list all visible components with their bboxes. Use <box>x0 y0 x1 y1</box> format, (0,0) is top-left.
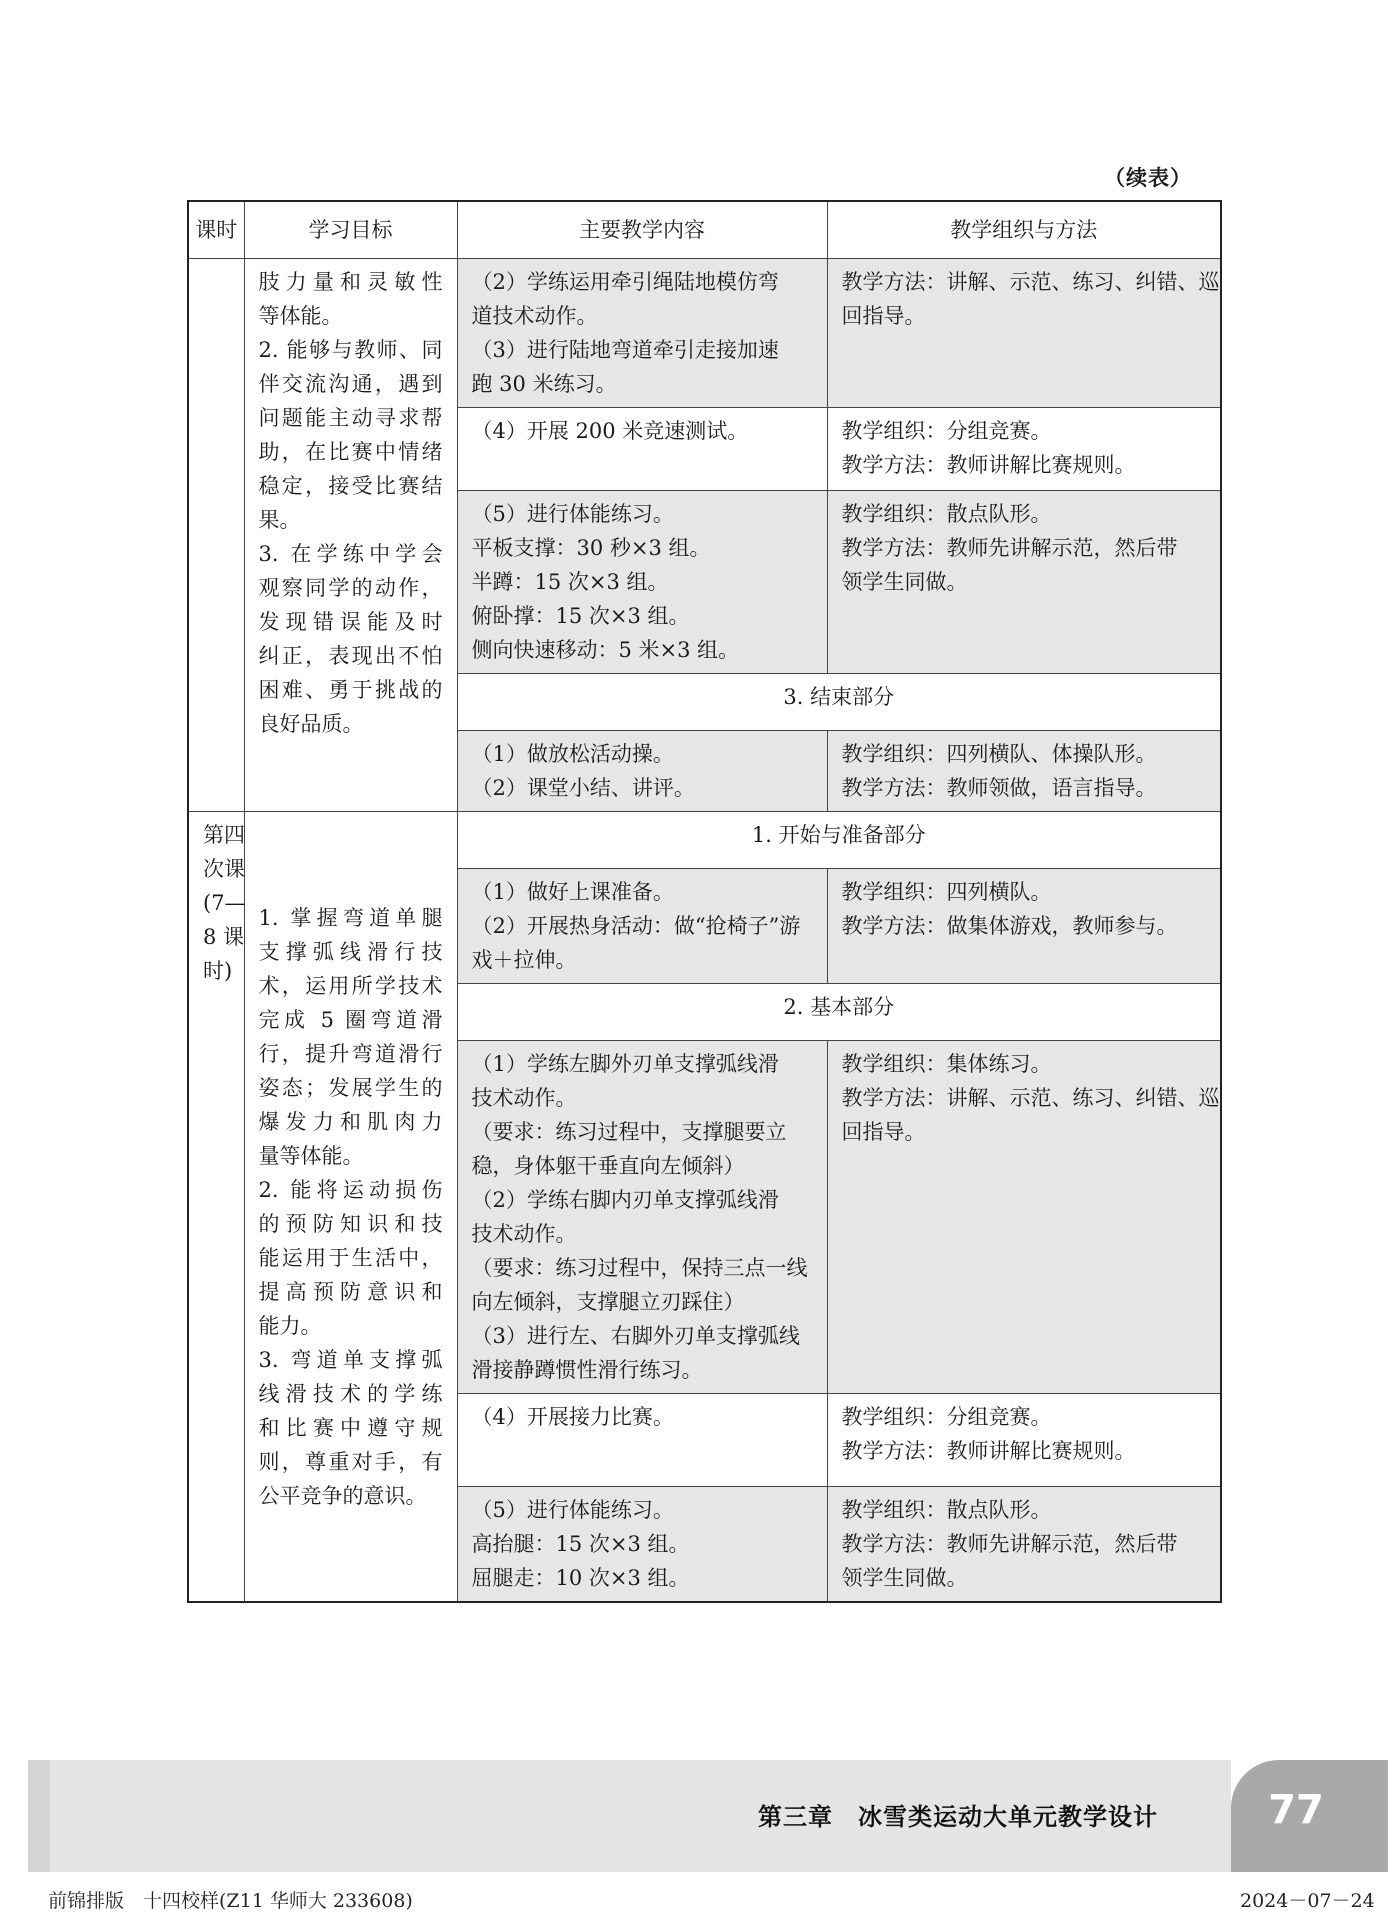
page-number: 77 <box>1268 1787 1324 1833</box>
text-line: 3. 在学练中学会 <box>258 542 443 566</box>
text-line: （要求：练习过程中，保持三点一线 <box>471 1256 808 1280</box>
text-line: (7— <box>203 891 246 915</box>
text-line: 困难、勇于挑战的 <box>258 678 443 702</box>
block2-method-cell <box>827 1394 1221 1487</box>
text-line: 回指导。 <box>841 1120 926 1144</box>
block1-content-cell <box>457 731 827 812</box>
text-line: 教学组织：集体练习。 <box>841 1052 1052 1076</box>
text-line: （要求：练习过程中，支撑腿要立 <box>471 1120 787 1144</box>
text-line: （4）开展 200 米竞速测试。 <box>471 419 749 443</box>
text-line: 术，运用所学技术 <box>258 973 443 998</box>
text-line: 俯卧撑：15 次×3 组。 <box>471 604 690 628</box>
text-line: （1）学练左脚外刃单支撑弧线滑 <box>471 1052 779 1076</box>
text-line: 公平竞争的意识。 <box>258 1483 427 1508</box>
text-line: 教学方法：教师先讲解示范，然后带 <box>841 1532 1178 1556</box>
text-line: 行，提升弯道滑行 <box>258 1041 443 1066</box>
text-line: 教学组织：分组竞赛。 <box>841 1405 1052 1429</box>
text-line: 等体能。 <box>258 304 343 328</box>
block2-content-cell <box>457 1487 827 1603</box>
text-line: 教学方法：教师讲解比赛规则。 <box>841 1439 1136 1463</box>
text-line: 时) <box>203 959 233 983</box>
text-line: 教学方法：讲解、示范、练习、纠错、巡 <box>841 1086 1220 1110</box>
text-line: 问题能主动寻求帮 <box>258 406 443 430</box>
block2-content-cell <box>457 869 827 984</box>
header-goals: 学习目标 <box>244 201 457 259</box>
text-line: 教学组织：四列横队。 <box>841 880 1052 904</box>
block1-period-cell <box>188 259 244 812</box>
block2-goals-cell <box>244 812 457 1603</box>
text-line: 滑接静蹲惯性滑行练习。 <box>471 1358 703 1382</box>
text-line: 完成 5 圈弯道滑 <box>258 1007 443 1032</box>
text-line: 跑 30 米练习。 <box>471 372 617 396</box>
text-line: 线滑技术的学练 <box>258 1381 443 1406</box>
text-line: 领学生同做。 <box>841 1566 968 1590</box>
table-header-row <box>188 201 1221 259</box>
continuation-label: （续表） <box>1104 166 1192 190</box>
text-line: 教学方法：教师讲解比赛规则。 <box>841 453 1136 477</box>
text-line: 技术动作。 <box>471 1222 577 1246</box>
text-line: 助，在比赛中情绪 <box>258 440 443 464</box>
footer-stripe <box>28 1760 50 1872</box>
header-method: 教学组织与方法 <box>827 201 1221 259</box>
text-line: 技术动作。 <box>471 1086 577 1110</box>
text-line: 8 课 <box>203 925 245 949</box>
text-line: 肢力量和灵敏性 <box>258 270 443 294</box>
text-line: 2. 能够与教师、同 <box>258 338 443 362</box>
text-line: （2）课堂小结、讲评。 <box>471 776 695 800</box>
section-row <box>188 812 1221 869</box>
text-line: 教学组织：四列横队、体操队形。 <box>841 742 1157 766</box>
block2-content-cell <box>457 1394 827 1487</box>
text-line: 回指导。 <box>841 304 926 328</box>
block1-content-cell <box>457 408 827 491</box>
block2-method-cell <box>827 1487 1221 1603</box>
text-line: 姿态；发展学生的 <box>258 1075 443 1100</box>
text-line: 能运用于生活中， <box>258 1245 443 1270</box>
block1-method-cell <box>827 259 1221 408</box>
chapter-title: 第三章 冰雪类运动大单元教学设计 <box>758 1803 1158 1831</box>
text-line: （2）学练右脚内刃单支撑弧线滑 <box>471 1188 779 1212</box>
text-line: 和比赛中遵守规 <box>258 1415 443 1440</box>
text-line: 爆发力和肌肉力 <box>258 1109 443 1134</box>
text-line: （5）进行体能练习。 <box>471 1498 674 1522</box>
print-date: 2024－07－24 <box>1240 1890 1375 1912</box>
text-line: 纠正，表现出不怕 <box>258 644 443 668</box>
text-line: 观察同学的动作， <box>258 576 443 600</box>
text-line: 教学方法：教师先讲解示范，然后带 <box>841 536 1178 560</box>
text-line: 教学方法：做集体游戏，教师参与。 <box>841 914 1178 938</box>
text-line: 高抬腿：15 次×3 组。 <box>471 1532 690 1556</box>
block2-method-cell <box>827 1041 1221 1394</box>
text-line: 半蹲：15 次×3 组。 <box>471 570 669 594</box>
header-period: 课时 <box>188 201 244 259</box>
text-line: 果。 <box>258 508 301 532</box>
text-line: （1）做放松活动操。 <box>471 742 674 766</box>
text-line: 能力。 <box>258 1313 322 1338</box>
text-line: 2. 能将运动损伤 <box>258 1177 443 1202</box>
text-line: 1. 掌握弯道单腿 <box>258 905 443 930</box>
block1-content-cell <box>457 491 827 674</box>
text-line: 伴交流沟通，遇到 <box>258 372 443 396</box>
block1-goals-cell <box>244 259 457 812</box>
text-line: 的预防知识和技 <box>258 1211 443 1236</box>
block2-content-cell <box>457 1041 827 1394</box>
block2-period-cell <box>188 812 244 1603</box>
block1-method-cell <box>827 731 1221 812</box>
lesson-plan-table <box>187 200 1222 1603</box>
text-line: 道技术动作。 <box>471 304 598 328</box>
text-line: 稳，身体躯干垂直向左倾斜） <box>471 1154 745 1178</box>
text-line: （5）进行体能练习。 <box>471 502 674 526</box>
text-line: 支撑弧线滑行技 <box>258 939 443 964</box>
block1-method-cell <box>827 491 1221 674</box>
block1-method-cell <box>827 408 1221 491</box>
print-info: 前锦排版 十四校样(Z11 华师大 233608) <box>48 1890 413 1912</box>
text-line: （2）学练运用牵引绳陆地模仿弯 <box>471 270 779 294</box>
text-line: 教学组织：散点队形。 <box>841 1498 1052 1522</box>
text-line: （3）进行左、右脚外刃单支撑弧线 <box>471 1324 800 1348</box>
text-line: 领学生同做。 <box>841 570 968 594</box>
section-start-title: 1. 开始与准备部分 <box>457 812 1221 869</box>
text-line: 量等体能。 <box>258 1143 364 1168</box>
text-line: （4）开展接力比赛。 <box>471 1405 674 1429</box>
text-line: 平板支撑：30 秒×3 组。 <box>471 536 711 560</box>
text-line: 教学组织：散点队形。 <box>841 502 1052 526</box>
text-line: 良好品质。 <box>258 712 364 736</box>
text-line: 则，尊重对手，有 <box>258 1449 443 1474</box>
text-line: （1）做好上课准备。 <box>471 880 674 904</box>
block1-content-cell <box>457 259 827 408</box>
text-line: 教学方法：教师领做，语言指导。 <box>841 776 1157 800</box>
text-line: 第四 <box>203 823 245 847</box>
section-end-title: 3. 结束部分 <box>457 674 1221 731</box>
text-line: 侧向快速移动：5 米×3 组。 <box>471 638 740 662</box>
text-line: （3）进行陆地弯道牵引走接加速 <box>471 338 779 362</box>
text-line: 稳定，接受比赛结 <box>258 474 443 498</box>
table-row <box>188 259 1221 408</box>
block2-method-cell <box>827 869 1221 984</box>
text-line: 发现错误能及时 <box>258 610 443 634</box>
section-basic-title: 2. 基本部分 <box>457 984 1221 1041</box>
header-content: 主要教学内容 <box>457 201 827 259</box>
text-line: 教学组织：分组竞赛。 <box>841 419 1052 443</box>
text-line: 戏＋拉伸。 <box>471 948 577 972</box>
text-line: （2）开展热身活动：做“抢椅子”游 <box>471 914 801 938</box>
text-line: 屈腿走：10 次×3 组。 <box>471 1566 690 1590</box>
text-line: 教学方法：讲解、示范、练习、纠错、巡 <box>841 270 1220 294</box>
text-line: 向左倾斜，支撑腿立刃踩住） <box>471 1290 745 1314</box>
text-line: 3. 弯道单支撑弧 <box>258 1347 443 1372</box>
text-line: 次课 <box>203 857 245 881</box>
text-line: 提高预防意识和 <box>258 1279 443 1304</box>
